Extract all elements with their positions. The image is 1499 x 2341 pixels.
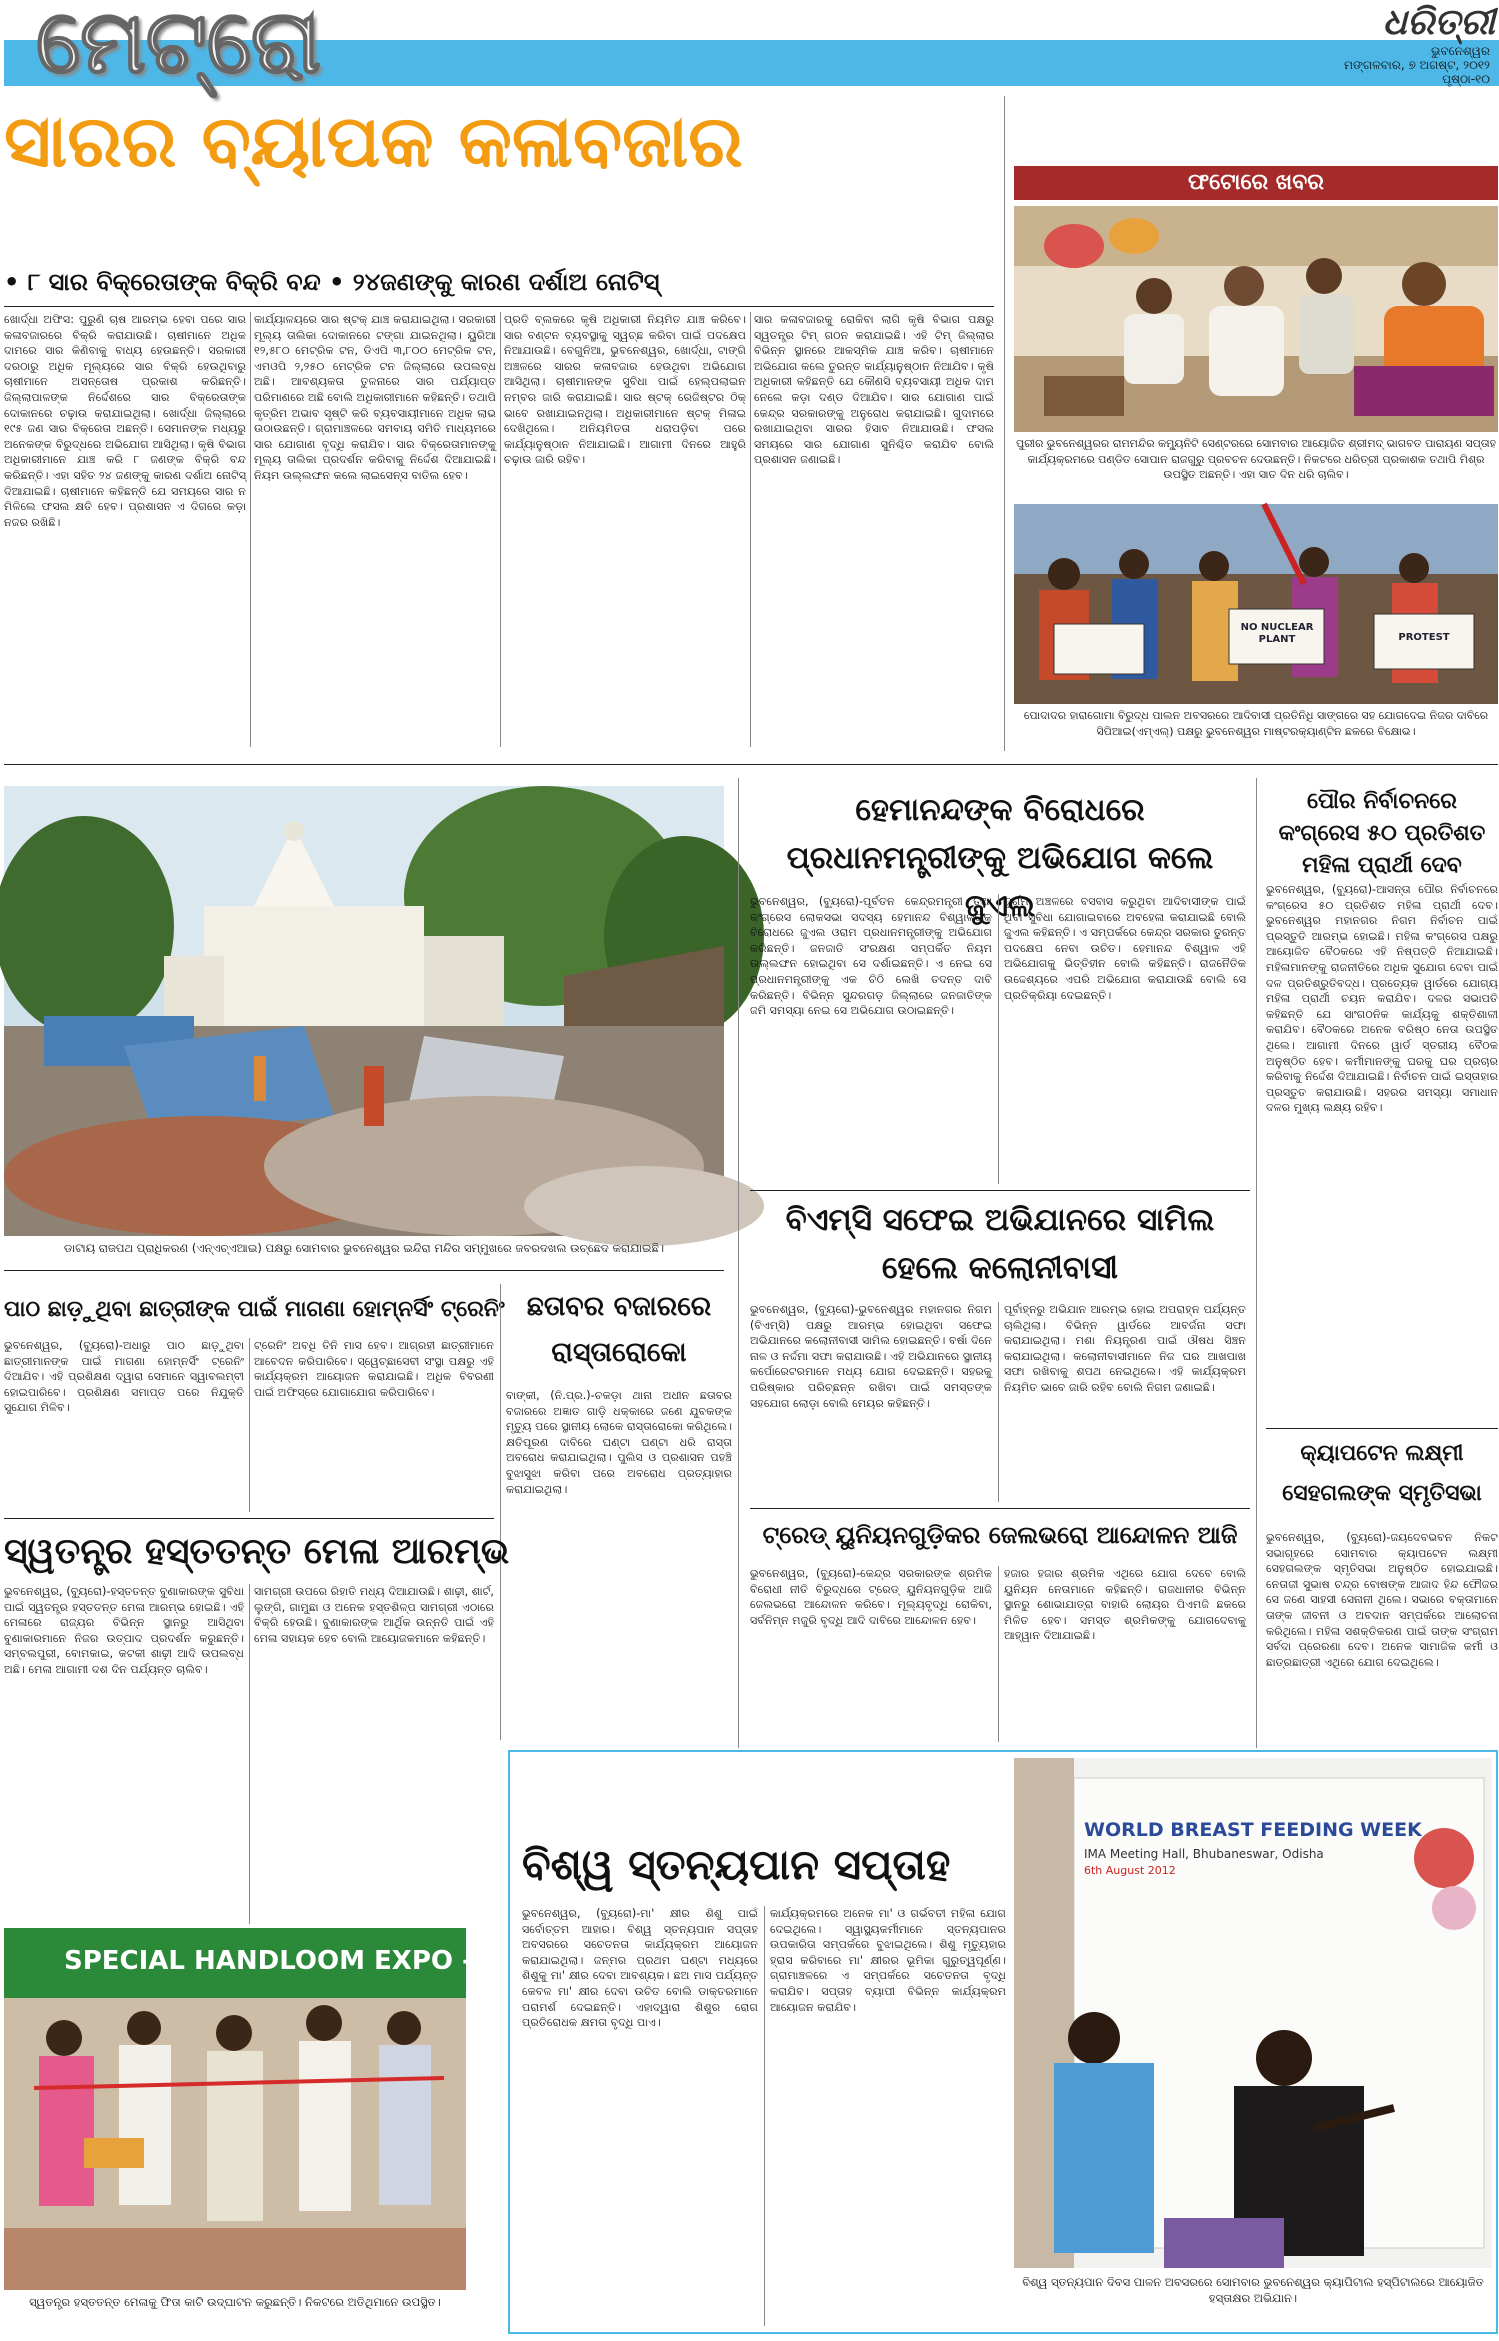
- col-divider: [500, 312, 501, 747]
- breastfeeding-headline: ବିଶ୍ୱ ସ୍ତନ୍ୟପାନ ସପ୍ତାହ: [522, 1840, 951, 1889]
- handloom-col-2: ସାମଗ୍ରୀ ଉପରେ ରିହାତି ମଧ୍ୟ ଦିଆଯାଉଛି। ଶାଢ଼ୀ, ଶାର୍ଟ, ଲୁଙ୍ଗି, ଗାମୁଛା ଓ ଅନେକ ହସ୍ତଶିଳ୍ପ ସାମଗ୍ରୀ ଏଠାରେ ବିକ୍ରି ହେଉଛି। ବୁଣାକାରଙ୍କ ଆର୍ଥିକ ଉନ୍ନତି ପାଇଁ ଏହି ମେଳା ସହାୟକ ହେବ ବୋଲି ଆୟୋଜକମାନେ କହିଛନ୍ତି।: [254, 1585, 494, 1645]
- handloom-photo: [4, 1928, 519, 2290]
- protest-photo: [1014, 504, 1498, 704]
- col-divider: [998, 894, 999, 1184]
- hemananda-col-2: ଦୁର୍ଗମ ଅଞ୍ଚଳରେ ବସବାସ କରୁଥିବା ଆଦିବାସୀଙ୍କ ପାଇଁ ଥିବା ସୁବିଧା ଯୋଗାଇବାରେ ଅବହେଳା କରାଯାଇଛି ବୋଲି ଜୁଏଲ କହିଛନ୍ତି। ଏ ସମ୍ପର୍କରେ କେନ୍ଦ୍ର ସରକାର ତୁରନ୍ତ ପଦକ୍ଷେପ ନେବା ଉଚିତ। ହେମାନନ୍ଦ ବିଶ୍ୱାଳ ଏହି ଅଭିଯୋଗକୁ ଭିତ୍ତିହୀନ ବୋଲି କହିଛନ୍ତି। ରାଜନୈତିକ ଉଦ୍ଦେଶ୍ୟରେ ଏପରି ଅଭିଯୋଗ କରାଯାଉଛି ବୋଲି ସେ ପ୍ରତିକ୍ରିୟା ଦେଇଛନ୍ତି।: [1004, 895, 1246, 1002]
- col-divider: [250, 312, 251, 747]
- section-rule: [4, 1270, 724, 1271]
- col-divider: [249, 1584, 250, 1924]
- lakshmi-headline: କ୍ୟାପଟେନ ଲକ୍ଷ୍ମୀ ସେହଗଲଙ୍କ ସ୍ମୃତିସଭା: [1282, 1441, 1482, 1506]
- homenursing-headline: ପାଠ ଛାଡ଼ୁଥିବା ଛାତ୍ରୀଙ୍କ ପାଇଁ ମାଗଣା ହୋମ୍‌ନର୍ସିଂ ଟ୍ରେନିଂ: [4, 1297, 505, 1322]
- col-divider: [998, 1566, 999, 1742]
- protest-sign-2: PROTEST: [1398, 632, 1450, 643]
- lead-col-1: ଖୋର୍ଦ୍ଧା ଅଫିସ: ପୁରୁଣି ଚାଷ ଆରମ୍ଭ ହେବା ପରେ ସାର କଳାବଜାରରେ ବିକ୍ରି କରାଯାଉଛି। ଚାଷୀମାନେ ଅଧିକ ଦାମରେ ସାର କିଣିବାକୁ ବାଧ୍ୟ ହେଉଛନ୍ତି। ସରକାରୀ ଦରଠାରୁ ଅଧିକ ମୂଲ୍ୟରେ ସାର ବିକ୍ରି ହେଉଥିବାରୁ ଚାଷୀମାନେ ଅସନ୍ତୋଷ ପ୍ରକାଶ କରିଛନ୍ତି। ଜିଲ୍ଲାପାଳଙ୍କ ନିର୍ଦ୍ଦେଶରେ ସାର ବିକ୍ରେତାଙ୍କ ଦୋକାନରେ ଚଢ଼ାଉ କରାଯାଇଥିଲା। ଖୋର୍ଦ୍ଧା ଜିଲ୍ଲାରେ ୧୯୫ ଜଣ ସାର ବିକ୍ରେତା ଅଛନ୍ତି। ସେମାନଙ୍କ ମଧ୍ୟରୁ ଅନେକଙ୍କ ବିରୁଦ୍ଧରେ ଅଭିଯୋଗ ଆସିଥିଲା। କୃଷି ବିଭାଗ ଅଧିକାରୀମାନେ ଯାଞ୍ଚ କରି ୮ ଜଣଙ୍କ ବିକ୍ରି ବନ୍ଦ କରିଛନ୍ତି। ଏହା ସହିତ ୨୪ ଜଣଙ୍କୁ କାରଣ ଦର୍ଶାଅ ନୋଟିସ୍ ଦିଆଯାଇଛି। ଚାଷୀମାନେ କହିଛନ୍ତି ଯେ ସମୟରେ ସାର ନ ମିଳିଲେ ଫସଲ କ୍ଷତି ହେବ। ପ୍ରଶାସନ ଏ ଦିଗରେ କଡ଼ା ନଜର ରଖିଛି।: [4, 313, 246, 529]
- bmc-col-1: ଭୁବନେଶ୍ୱର, (ବ୍ୟୁରୋ)-ଭୁବନେଶ୍ୱର ମହାନଗର ନିଗମ (ବିଏମ୍‌ସି) ପକ୍ଷରୁ ଆରମ୍ଭ ହୋଇଥିବା ସଫେଇ ଅଭିଯାନରେ କଲୋନୀବାସୀ ସାମିଲ ହୋଇଛନ୍ତି। ବର୍ଷା ଦିନେ ନାଳ ଓ ନର୍ଦ୍ଦମା ସଫା କରାଯାଉଛି। ଏହି ଅଭିଯାନରେ ସ୍ଥାନୀୟ କର୍ପୋରେଟରମାନେ ମଧ୍ୟ ଯୋଗ ଦେଇଛନ୍ତି। ସହରକୁ ପରିଷ୍କାର ପରିଚ୍ଛନ୍ନ ରଖିବା ପାଇଁ ସମସ୍ତଙ୍କ ସହଯୋଗ ଲୋଡ଼ା ବୋଲି ମେୟର କହିଛନ୍ତି।: [750, 1303, 992, 1410]
- handloom-caption: ସ୍ୱତନ୍ତ୍ର ହସ୍ତତନ୍ତ ମେଳାକୁ ଫିତା କାଟି ଉଦ୍‌ଘାଟନ କରୁଛନ୍ତି। ନିକଟରେ ଅତିଥିମାନେ ଉପସ୍ଥିତ।: [29, 2295, 441, 2309]
- trade-union-col-2: ହଜାର ହଜାର ଶ୍ରମିକ ଏଥିରେ ଯୋଗ ଦେବେ ବୋଲି ୟୁନିୟନ ନେତାମାନେ କହିଛନ୍ତି। ରାଜଧାନୀର ବିଭିନ୍ନ ସ୍ଥାନରୁ ଶୋଭାଯାତ୍ରା ବାହାରି ଲୋୟର ପିଏମଜି ଛକରେ ମିଳିତ ହେବ। ସମସ୍ତ ଶ୍ରମିକଙ୍କୁ ଯୋଗଦେବାକୁ ଆହ୍ୱାନ ଦିଆଯାଇଛି।: [1004, 1567, 1246, 1643]
- breastfeeding-caption: ବିଶ୍ୱ ସ୍ତନ୍ୟପାନ ଦିବସ ପାଳନ ଅବସରରେ ସୋମବାର ଭୁବନେଶ୍ୱର କ୍ୟାପିଟାଲ ହସ୍ପିଟାଲରେ ଆୟୋଜିତ ହସ୍ତାକ୍ଷର ଅଭିଯାନ।: [1022, 2275, 1484, 2305]
- lead-col-4: ସାର କଳାବଜାରକୁ ରୋକିବା ଲାଗି କୃଷି ବିଭାଗ ପକ୍ଷରୁ ସ୍ୱତନ୍ତ୍ର ଟିମ୍ ଗଠନ କରାଯାଇଛି। ଏହି ଟିମ୍ ଜିଲ୍ଲାର ବିଭିନ୍ନ ସ୍ଥାନରେ ଆକସ୍ମିକ ଯାଞ୍ଚ କରିବ। ଚାଷୀମାନେ ଅଭିଯୋଗ କଲେ ତୁରନ୍ତ କାର୍ଯ୍ୟାନୁଷ୍ଠାନ ନିଆଯିବ। କୃଷି ଅଧିକାରୀ କହିଛନ୍ତି ଯେ କୌଣସି ବ୍ୟବସାୟୀ ଅଧିକ ଦାମ ନେଲେ କଡ଼ା ଦଣ୍ଡ ଦିଆଯିବ। ସାର ଯୋଗାଣ ପାଇଁ କେନ୍ଦ୍ର ସରକାରଙ୍କୁ ଅନୁରୋଧ କରାଯାଇଛି। ଗୁଦାମରେ ରଖାଯାଇଥିବା ସାରର ହିସାବ ନିଆଯାଉଛି। ଫସଲ ସମୟରେ ସାର ଯୋଗାଣ ସୁନିଶ୍ଚିତ କରାଯିବ ବୋଲି ପ୍ରଶାସନ ଜଣାଇଛି।: [754, 313, 994, 467]
- bhagavat-caption: ପୁରୀର ଭୁବନେଶ୍ୱରର ରାମମନ୍ଦିର କମ୍ୟୁନିଟି ସେଣ୍ଟରରେ ସୋମବାର ଆୟୋଜିତ ଶ୍ରୀମଦ୍ ଭାଗବତ ପାରାୟଣ ସପ୍ତାହ କାର୍ଯ୍ୟକ୍ରମରେ ପଣ୍ଡିତ ସୋପାନ ରାଜଗୁରୁ ପ୍ରବଚନ ଦେଉଛନ୍ତି। ନିକଟରେ ଧରିତ୍ରୀ ପ୍ରକାଶକ ତଥାପି ମିଶ୍ର ଉପସ୍ଥିତ ଅଛନ୍ତି। ଏହା ସାତ ଦିନ ଧରି ଚାଲିବ।: [1015, 437, 1496, 481]
- col-divider: [1256, 778, 1257, 1748]
- bhagavat-photo: [1014, 206, 1498, 432]
- section-rule: [750, 1508, 1250, 1509]
- homenursing-col-1: ଭୁବନେଶ୍ୱର, (ବ୍ୟୁରୋ)-ଅଧାରୁ ପାଠ ଛାଡ଼ୁଥିବା ଛାତ୍ରୀମାନଙ୍କ ପାଇଁ ମାଗଣା ହୋମ୍‌ନର୍ସିଂ ଟ୍ରେନିଂ ଦିଆଯିବ। ଏହି ପ୍ରଶିକ୍ଷଣ ଦ୍ୱାରା ସେମାନେ ସ୍ୱାବଲମ୍ବୀ ହୋଇପାରିବେ। ପ୍ରଶିକ୍ଷଣ ସମାପ୍ତ ପରେ ନିଯୁକ୍ତି ସୁଯୋଗ ମିଳିବ।: [4, 1339, 244, 1415]
- protest-caption: ପୋଦାଦର ହାରାଗୋମା ବିରୁଦ୍ଧ ପାଲନ ଅବସରରେ ଆଦିବାସୀ ପ୍ରତିନିଧି ସାଙ୍ଗରେ ସହ ଯୋଗଦେଇ ନିଜର ଦାବିରେ ସିପିଆଇ(ଏମ୍‌ଏଲ୍) ପକ୍ଷରୁ ଭୁବନେଶ୍ୱର ମାଷ୍ଟରକ୍ୟାଣ୍ଟିନ ଛକରେ ବିକ୍ଷୋଭ।: [1023, 709, 1489, 738]
- poura-body: ଭୁବନେଶ୍ୱର, (ବ୍ୟୁରୋ)-ଆସନ୍ତା ପୌର ନିର୍ବାଚନରେ କଂଗ୍ରେସ ୫୦ ପ୍ରତିଶତ ମହିଳା ପ୍ରାର୍ଥୀ ଦେବ। ଭୁବନେଶ୍ୱର ମହାନଗର ନିଗମ ନିର୍ବାଚନ ପାଇଁ ପ୍ରସ୍ତୁତି ଆରମ୍ଭ ହୋଇଛି। ମହିଳା କଂଗ୍ରେସ ପକ୍ଷରୁ ଆୟୋଜିତ ବୈଠକରେ ଏହି ନିଷ୍ପତ୍ତି ନିଆଯାଇଛି। ମହିଳାମାନଙ୍କୁ ରାଜନୀତିରେ ଅଧିକ ସୁଯୋଗ ଦେବା ପାଇଁ ଦଳ ପ୍ରତିଶ୍ରୁତିବଦ୍ଧ। ପ୍ରତ୍ୟେକ ୱାର୍ଡରେ ଯୋଗ୍ୟ ମହିଳା ପ୍ରାର୍ଥୀ ଚୟନ କରାଯିବ। ଦଳର ସଭାପତି କହିଛନ୍ତି ଯେ ସାଂଗଠନିକ କାର୍ଯ୍ୟକୁ ଶକ୍ତିଶାଳୀ କରାଯିବ। ବୈଠକରେ ଅନେକ ବରିଷ୍ଠ ନେତା ଉପସ୍ଥିତ ଥିଲେ। ଆଗାମୀ ଦିନରେ ୱାର୍ଡ ସ୍ତରୀୟ ବୈଠକ ଅନୁଷ୍ଠିତ ହେବ। କର୍ମୀମାନଙ୍କୁ ଘରକୁ ଘର ପ୍ରଚାର କରିବାକୁ ନିର୍ଦ୍ଦେଶ ଦିଆଯାଇଛି। ନିର୍ବାଚନ ପାଇଁ ଇସ୍ତାହାର ପ୍ରସ୍ତୁତ କରାଯାଉଛି। ସହରର ସମସ୍ୟା ସମାଧାନ ଦଳର ମୁଖ୍ୟ ଲକ୍ଷ୍ୟ ରହିବ।: [1266, 883, 1498, 1115]
- breastfeeding-photo: [1014, 1758, 1492, 2268]
- col-divider: [500, 1284, 501, 1740]
- hemananda-col-1: ଭୁବନେଶ୍ୱର, (ବ୍ୟୁରୋ)-ପୂର୍ବତନ କେନ୍ଦ୍ରମନ୍ତ୍ରୀ ତଥା କଂଗ୍ରେସ ଲୋକସଭା ସଦସ୍ୟ ହେମାନନ୍ଦ ବିଶ୍ୱାଳଙ୍କ ବିରୋଧରେ ଜୁଏଲ ଓରାମ ପ୍ରଧାନମନ୍ତ୍ରୀଙ୍କୁ ଅଭିଯୋଗ କରିଛନ୍ତି। ଜନଜାତି ସଂରକ୍ଷଣ ସମ୍ପର୍କିତ ନିୟମ ଉଲ୍ଲଙ୍ଘନ ହୋଇଥିବା ସେ ଦର୍ଶାଇଛନ୍ତି। ଏ ନେଇ ସେ ପ୍ରଧାନମନ୍ତ୍ରୀଙ୍କୁ ଏକ ଚିଠି ଲେଖି ତଦନ୍ତ ଦାବି କରିଛନ୍ତି। ବିଭିନ୍ନ ସୁନ୍ଦରଗଡ଼ ଜିଲ୍ଲାରେ ଜନଜାତିଙ୍କ ଜମି ସମସ୍ୟା ନେଇ ସେ ଅଭିଯୋଗ ଉଠାଇଛନ୍ତି।: [750, 895, 992, 1018]
- breastfeeding-banner-sub: IMA Meeting Hall, Bhubaneswar, Odisha: [1084, 1847, 1324, 1861]
- handloom-expo-banner: SPECIAL HANDLOOM EXPO - 20: [64, 1946, 519, 1976]
- temple-photo: [4, 786, 724, 1236]
- col-divider: [249, 1338, 250, 1512]
- breastfeeding-col-2: କାର୍ଯ୍ୟକ୍ରମରେ ଅନେକ ମା' ଓ ଗର୍ଭବତୀ ମହିଳା ଯୋଗ ଦେଇଥିଲେ। ସ୍ୱାସ୍ଥ୍ୟକର୍ମୀମାନେ ସ୍ତନ୍ୟପାନର ଉପକାରିତା ସମ୍ପର୍କରେ ବୁଝାଇଥିଲେ। ଶିଶୁ ମୃତ୍ୟୁହାର ହ୍ରାସ କରିବାରେ ମା' କ୍ଷୀରର ଭୂମିକା ଗୁରୁତ୍ୱପୂର୍ଣ୍ଣ। ଗ୍ରାମାଞ୍ଚଳରେ ଏ ସମ୍ପର୍କରେ ସଚେତନତା ବୃଦ୍ଧି କରାଯିବ। ସପ୍ତାହ ବ୍ୟାପୀ ବିଭିନ୍ନ କାର୍ଯ୍ୟକ୍ରମ ଆୟୋଜନ କରାଯିବ।: [770, 1907, 1006, 2014]
- chhatabar-headline: ଛତାବର ବଜାରରେ ରାସ୍ତାରୋକୋ: [526, 1291, 712, 1368]
- section-rule: [4, 764, 1498, 765]
- masthead-paper-name: ଧରିତ୍ରୀ: [1382, 2, 1495, 43]
- trade-union-headline: ଟ୍ରେଡ୍ ୟୁନିୟନଗୁଡ଼ିକର ଜେଲଭରୋ ଆନ୍ଦୋଳନ ଆଜି: [762, 1521, 1238, 1549]
- col-divider: [738, 778, 739, 1748]
- lakshmi-body: ଭୁବନେଶ୍ୱର, (ବ୍ୟୁରୋ)-ଜୟଦେବଭବନ ନିକଟ ସଭାଗୃହରେ ସୋମବାର କ୍ୟାପଟେନ ଲକ୍ଷ୍ମୀ ସେହଗଲଙ୍କ ସ୍ମୃତିସଭା ଅନୁଷ୍ଠିତ ହୋଇଯାଇଛି। ନେତାଜୀ ସୁଭାଷ ଚନ୍ଦ୍ର ବୋଷଙ୍କ ଆଜାଦ ହିନ୍ଦ ଫୌଜର ସେ ଜଣେ ସାହସୀ ସେନାନୀ ଥିଲେ। ସଭାରେ ବକ୍ତାମାନେ ତାଙ୍କ ଜୀବନୀ ଓ ଅବଦାନ ସମ୍ପର୍କରେ ଆଲୋଚନା କରିଥିଲେ। ମହିଳା ସଶକ୍ତିକରଣ ପାଇଁ ତାଙ୍କ ସଂଗ୍ରାମ ସର୍ବଦା ପ୍ରେରଣା ଦେବ। ଅନେକ ସାମାଜିକ କର୍ମୀ ଓ ଛାତ୍ରଛାତ୍ରୀ ଏଥିରେ ଯୋଗ ଦେଇଥିଲେ।: [1266, 1531, 1498, 1669]
- homenursing-col-2: ଟ୍ରେନିଂ ଅବଧି ତିନି ମାସ ହେବ। ଆଗ୍ରହୀ ଛାତ୍ରୀମାନେ ଆବେଦନ କରିପାରିବେ। ସ୍ୱେଚ୍ଛାସେବୀ ସଂସ୍ଥା ପକ୍ଷରୁ ଏହି କାର୍ଯ୍ୟକ୍ରମ ଆୟୋଜନ କରାଯାଇଛି। ଅଧିକ ବିବରଣୀ ପାଇଁ ଅଫିସ୍‌ରେ ଯୋଗାଯୋଗ କରିପାରିବେ।: [254, 1339, 494, 1399]
- lead-rule: [4, 306, 994, 307]
- breastfeeding-col-1: ଭୁବନେଶ୍ୱର, (ବ୍ୟୁରୋ)-ମା' କ୍ଷୀର ଶିଶୁ ପାଇଁ ସର୍ବୋତ୍ତମ ଆହାର। ବିଶ୍ୱ ସ୍ତନ୍ୟପାନ ସପ୍ତାହ ଅବସରରେ ସଚେତନତା କାର୍ଯ୍ୟକ୍ରମ ଆୟୋଜନ କରାଯାଇଥିଲା। ଜନ୍ମର ପ୍ରଥମ ଘଣ୍ଟା ମଧ୍ୟରେ ଶିଶୁକୁ ମା' କ୍ଷୀର ଦେବା ଆବଶ୍ୟକ। ଛଅ ମାସ ପର୍ଯ୍ୟନ୍ତ କେବଳ ମା' କ୍ଷୀର ଦେବା ଉଚିତ ବୋଲି ଡାକ୍ତରମାନେ ପରାମର୍ଶ ଦେଇଛନ୍ତି। ଏହାଦ୍ୱାରା ଶିଶୁର ରୋଗ ପ୍ରତିରୋଧକ କ୍ଷମତା ବୃଦ୍ଧି ପାଏ।: [522, 1907, 758, 2030]
- section-rule: [1266, 1428, 1498, 1429]
- masthead-section-title: ମେଟ୍ରୋ: [36, 0, 321, 93]
- temple-caption: ଡାଟାୟ ରାଜପଥ ପ୍ରାଧିକରଣ (ଏନ୍‌ଏଚ୍‌ଏଆଇ) ପକ୍ଷରୁ ସୋମବାର ଭୁବନେଶ୍ୱର ଇନ୍ଦିରା ମନ୍ଦିର ସମ୍ମୁଖରେ ଜବରଦଖଲ ଉଚ୍ଛେଦ କରାଯାଇଛି।: [63, 1241, 665, 1255]
- handloom-col-1: ଭୁବନେଶ୍ୱର, (ବ୍ୟୁରୋ)-ହସ୍ତତନ୍ତ ବୁଣାକାରଙ୍କ ସୁବିଧା ପାଇଁ ସ୍ୱତନ୍ତ୍ର ହସ୍ତତନ୍ତ ମେଳା ଆରମ୍ଭ ହୋଇଛି। ଏହି ମେଳାରେ ରାଜ୍ୟର ବିଭିନ୍ନ ସ୍ଥାନରୁ ଆସିଥିବା ବୁଣାକାରମାନେ ନିଜର ଉତ୍ପାଦ ପ୍ରଦର୍ଶନ କରୁଛନ୍ତି। ସମ୍ବଲପୁରୀ, ବୋମକାଇ, କଟକୀ ଶାଢ଼ୀ ଆଦି ଉପଲବ୍ଧ ଅଛି। ମେଳା ଆଗାମୀ ଦଶ ଦିନ ପର୍ଯ୍ୟନ୍ତ ଚାଲିବ।: [4, 1585, 244, 1676]
- trade-union-col-1: ଭୁବନେଶ୍ୱର, (ବ୍ୟୁରୋ)-କେନ୍ଦ୍ର ସରକାରଙ୍କ ଶ୍ରମିକ ବିରୋଧୀ ନୀତି ବିରୁଦ୍ଧରେ ଟ୍ରେଡ୍ ୟୁନିୟନଗୁଡ଼ିକ ଆଜି ଜେଲଭରୋ ଆନ୍ଦୋଳନ କରିବେ। ମୂଲ୍ୟବୃଦ୍ଧି ରୋକିବା, ସର୍ବନିମ୍ନ ମଜୁରି ବୃଦ୍ଧି ଆଦି ଦାବିରେ ଆନ୍ଦୋଳନ ହେବ।: [750, 1567, 992, 1627]
- col-divider: [750, 312, 751, 747]
- col-divider: [998, 1302, 999, 1502]
- lead-col-3: ପ୍ରତି ବ୍ଲକରେ କୃଷି ଅଧିକାରୀ ନିୟମିତ ଯାଞ୍ଚ କରିବେ। ସାର ବଣ୍ଟନ ବ୍ୟବସ୍ଥାକୁ ସ୍ୱଚ୍ଛ କରିବା ପାଇଁ ପଦକ୍ଷେପ ନିଆଯାଉଛି। ବେଗୁନିଆ, ଭୁବନେଶ୍ୱର, ଖୋର୍ଦ୍ଧା, ଟାଙ୍ଗି ଅଞ୍ଚଳରେ ସାରର କଳାବଜାର ହେଉଥିବା ଅଭିଯୋଗ ଆସିଥିଲା। ଚାଷୀମାନଙ୍କ ସୁବିଧା ପାଇଁ ହେଲ୍ପଲାଇନ ନମ୍ବର ଜାରି କରାଯାଇଛି। ସାର ଷ୍ଟକ୍ ରେଜିଷ୍ଟର ଠିକ୍ ଭାବେ ରଖାଯାଇନଥିଲା। ଅଧିକାରୀମାନେ ଷ୍ଟକ୍ ମିଳାଇ ଦେଖିଥିଲେ। ଅନିୟମିତତା ଧରାପଡ଼ିବା ପରେ କାର୍ଯ୍ୟାନୁଷ୍ଠାନ ନିଆଯାଇଛି। ଆଗାମୀ ଦିନରେ ଆହୁରି ଚଢ଼ାଉ ଜାରି ରହିବ।: [504, 313, 746, 467]
- lead-headline: ସାରର ବ୍ୟାପକ କଳାବଜାର: [4, 99, 743, 183]
- hemananda-headline: ହେମାନନ୍ଦଙ୍କ ବିରୋଧରେ ପ୍ରଧାନମନ୍ତ୍ରୀଙ୍କୁ ଅଭିଯୋଗ କଲେ ଜୁଏଲ: [786, 792, 1214, 924]
- breastfeeding-banner-date: 6th August 2012: [1084, 1864, 1176, 1877]
- poura-headline: ପୌର ନିର୍ବାଚନରେ କଂଗ୍ରେସ ୫୦ ପ୍ରତିଶତ ମହିଳା ପ୍ରାର୍ଥୀ ଦେବ: [1278, 789, 1486, 878]
- lead-subhead: • ୮ ସାର ବିକ୍ରେତାଙ୍କ ବିକ୍ରି ବନ୍ଦ • ୨୪ଜଣଙ୍କୁ କାରଣ ଦର୍ଶାଅ ନୋଟିସ୍: [4, 268, 660, 296]
- section-rule: [750, 1190, 1250, 1191]
- col-divider: [1004, 96, 1005, 751]
- masthead-city: ଭୁବନେଶ୍ୱର: [1431, 44, 1490, 58]
- chhatabar-body: ବାଙ୍କୀ, (ନି.ପ୍ର.)-ଚକଡ଼ା ଥାନା ଅଧୀନ ଛତାବର ବଜାରରେ ଅଜ୍ଞାତ ଗାଡ଼ି ଧକ୍କାରେ ଜଣେ ଯୁବକଙ୍କ ମୃତ୍ୟୁ ପରେ ସ୍ଥାନୀୟ ଲୋକେ ରାସ୍ତାରୋକୋ କରିଥିଲେ। କ୍ଷତିପୂରଣ ଦାବିରେ ଘଣ୍ଟା ଘଣ୍ଟା ଧରି ରାସ୍ତା ଅବରୋଧ କରାଯାଇଥିଲା। ପୁଲିସ ଓ ପ୍ରଶାସନ ପହଞ୍ଚି ବୁଝାସୁଝା କରିବା ପରେ ଅବରୋଧ ପ୍ରତ୍ୟାହାର କରାଯାଇଥିଲା।: [506, 1389, 732, 1496]
- section-rule: [4, 1518, 494, 1519]
- breastfeeding-banner-title: WORLD BREAST FEEDING WEEK: [1084, 1819, 1422, 1841]
- handloom-headline: ସ୍ୱତନ୍ତ୍ର ହସ୍ତତନ୍ତ ମେଳା ଆରମ୍ଭ: [4, 1531, 510, 1572]
- masthead-page: ପୃଷ୍ଠା-୧୦: [1442, 72, 1490, 86]
- bmc-col-2: ପୂର୍ବାହ୍ନରୁ ଅଭିଯାନ ଆରମ୍ଭ ହୋଇ ଅପରାହ୍ନ ପର୍ଯ୍ୟନ୍ତ ଚାଲିଥିଲା। ବିଭିନ୍ନ ୱାର୍ଡରେ ଆବର୍ଜନା ସଫା କରାଯାଇଥିଲା। ମଶା ନିୟନ୍ତ୍ରଣ ପାଇଁ ଔଷଧ ସିଞ୍ଚନ କରାଯାଇଥିଲା। କଲୋନୀବାସୀମାନେ ନିଜ ଘର ଆଖପାଖ ସଫା ରଖିବାକୁ ଶପଥ ନେଇଥିଲେ। ଏହି କାର୍ଯ୍ୟକ୍ରମ ନିୟମିତ ଭାବେ ଜାରି ରହିବ ବୋଲି ନିଗମ ଜଣାଇଛି।: [1004, 1303, 1246, 1394]
- col-divider: [764, 1906, 765, 2326]
- lead-col-2: କାର୍ଯ୍ୟାଳୟରେ ସାର ଷ୍ଟକ୍ ଯାଞ୍ଚ କରାଯାଇଥିଲା। ସରକାରୀ ମୂଲ୍ୟ ତାଲିକା ଦୋକାନରେ ଟଙ୍ଗା ଯାଇନଥିଲା। ୟୁରିଆ ୧୨,୫୮୦ ମେଟ୍ରିକ ଟନ, ଡିଏପି ୩,୮୦୦ ମେଟ୍ରିକ ଟନ, ଏମଓପି ୨,୨୫୦ ମେଟ୍ରିକ ଟନ ଜିଲ୍ଲାରେ ଉପଲବ୍ଧ ଅଛି। ଆବଶ୍ୟକତା ତୁଳନାରେ ସାର ପର୍ଯ୍ୟାପ୍ତ ପରିମାଣରେ ଅଛି ବୋଲି ଅଧିକାରୀମାନେ କହିଛନ୍ତି। ତଥାପି କୃତ୍ରିମ ଅଭାବ ସୃଷ୍ଟି କରି ବ୍ୟବସାୟୀମାନେ ଅଧିକ ଲାଭ ଉଠାଉଛନ୍ତି। ଗ୍ରାମାଞ୍ଚଳରେ ସମବାୟ ସମିତି ମାଧ୍ୟମରେ ସାର ଯୋଗାଣ ବୃଦ୍ଧି କରାଯିବ। ସାର ବିକ୍ରେତାମାନଙ୍କୁ ମୂଲ୍ୟ ତାଲିକା ପ୍ରଦର୍ଶନ କରିବାକୁ ନିର୍ଦ୍ଦେଶ ଦିଆଯାଇଛି। ନିୟମ ଉଲ୍ଲଙ୍ଘନ କଲେ ଲାଇସେନ୍ସ ବାତିଲ ହେବ।: [254, 313, 496, 482]
- masthead-date: ମଙ୍ଗଳବାର, ୭ ଅଗଷ୍ଟ, ୨୦୧୨: [1344, 58, 1490, 72]
- photo-news-banner: ଫଟୋରେ ଖବର: [1014, 166, 1498, 200]
- protest-sign-1: NO NUCLEAR PLANT: [1240, 622, 1314, 645]
- bmc-headline: ବିଏମ୍‌ସି ସଫେଇ ଅଭିଯାନରେ ସାମିଲ ହେଲେ କଲୋନୀବାସୀ: [785, 1202, 1215, 1286]
